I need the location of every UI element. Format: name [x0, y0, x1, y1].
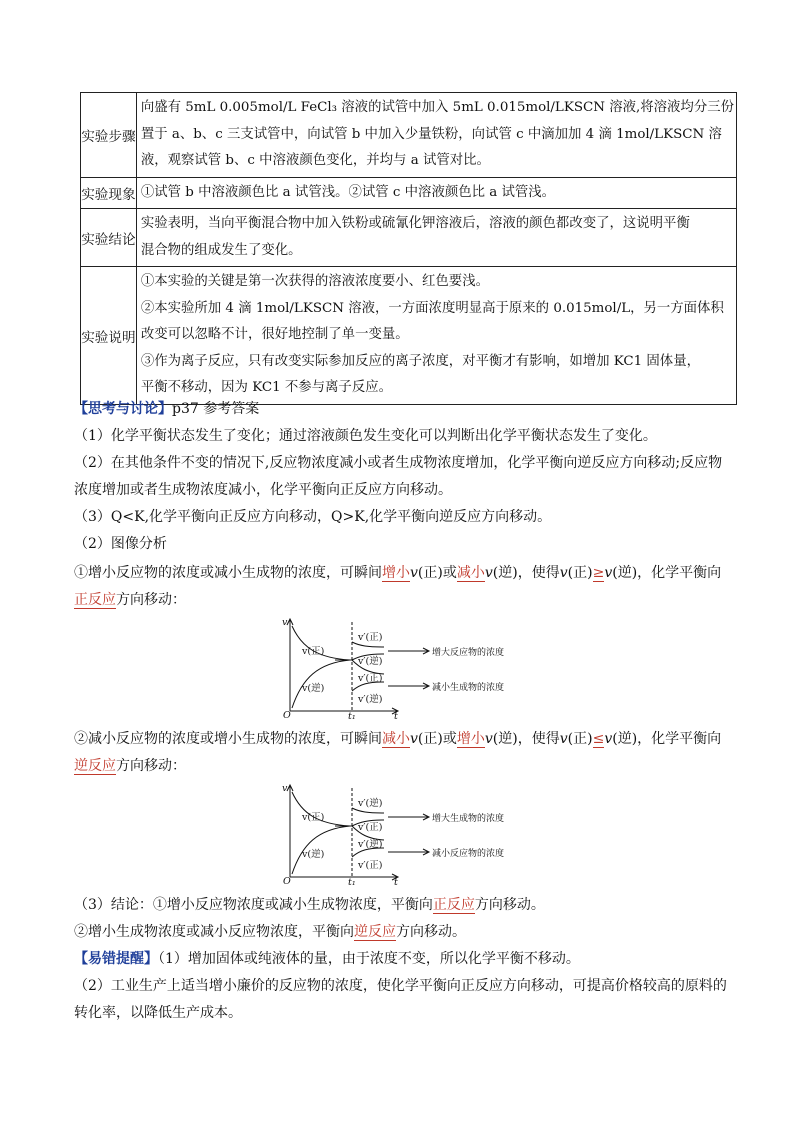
branch-label: v′(逆) [358, 798, 383, 809]
answer-blank: ≤ [592, 731, 605, 747]
conclusion-part: 方向移动。 [474, 897, 545, 913]
discussion-section [74, 396, 734, 558]
v-axis-label: v [282, 783, 288, 794]
text-line: 置于 a、b、c 三支试管中，向试管 b 中加入少量铁粉，向试管 c 中滴加加 4 滴 1mol/LKSCN 溶 [140, 126, 722, 142]
discussion-item: （2）图像分析 [74, 536, 167, 552]
row-content [136, 267, 736, 405]
case-1-part: (逆)，使得 [492, 565, 560, 581]
tips-line: 转化率，以降低生产成本。 [74, 1005, 242, 1021]
reverse-rate-label: v(逆) [302, 849, 325, 860]
case-2-line-1 [74, 726, 734, 753]
text-line: 改变可以忽略不计，很好地控制了单一变量。 [140, 327, 409, 343]
case-1-part: ①增小反应物的浓度或减小生成物的浓度，可瞬间 [74, 565, 382, 581]
case-1-part: 方向移动： [116, 592, 186, 608]
table-row [81, 93, 737, 178]
origin-label: O [283, 710, 291, 720]
branch-label: v′(逆) [358, 694, 383, 705]
answer-blank: 逆反应 [74, 758, 116, 774]
text-line: 向盛有 5mL 0.005mol/L FeCl₃ 溶液的试管中加入 5mL 0.015mol/LKSCN 溶液,将溶液均分三份 [140, 100, 734, 115]
case-2-text [74, 726, 734, 780]
v-axis-label: v [282, 617, 288, 628]
t1-label: t₁ [348, 877, 356, 886]
rate-time-graph-1 [280, 616, 520, 720]
text-line: ①试管 b 中溶液颜色比 a 试管浅。②试管 c 中溶液颜色比 a 试管浅。 [140, 184, 556, 200]
branch-label: v′(正) [358, 673, 383, 684]
v-symbol: v [559, 565, 568, 581]
t-axis-label: t [394, 877, 398, 886]
graph-note: 增大反应物的浓度 [432, 648, 505, 658]
conclusion-line [74, 919, 734, 946]
v-symbol: v [559, 731, 568, 747]
graph-note: 增大生成物的浓度 [432, 814, 505, 824]
row-content [136, 93, 736, 178]
answer-blank: 正反应 [432, 897, 475, 913]
v-symbol: v [484, 565, 493, 581]
branch-label: v′(逆) [358, 839, 383, 850]
forward-rate-label: v(正) [302, 812, 325, 823]
case-1-line-2 [74, 587, 734, 614]
t1-label: t₁ [348, 711, 356, 720]
text-line: ②本实验所加 4 滴 1mol/LKSCN 溶液，一方面浓度明显高于原来的 0.015mol/L，另一方面体积 [140, 300, 724, 316]
row-content [136, 177, 736, 209]
rate-time-graph-2 [280, 782, 520, 886]
branch-label: v′(正) [358, 632, 383, 643]
row-header: 实验现象 [81, 177, 137, 209]
origin-label: O [283, 876, 291, 886]
branch-label: v′(逆) [358, 656, 383, 667]
conclusion-line [74, 892, 734, 919]
forward-rate-label: v(正) [302, 646, 325, 657]
text-line: 实验表明，当向平衡混合物中加入铁粉或硫氰化钾溶液后，溶液的颜色都改变了，这说明平衡 [140, 216, 690, 231]
answer-blank: ≥ [592, 565, 605, 581]
conclusion-section [74, 892, 734, 946]
case-2-part: (逆)，使得 [492, 731, 560, 747]
case-2-part: (正)或 [417, 731, 457, 747]
branch-label: v′(正) [358, 860, 383, 871]
row-header: 实验说明 [81, 267, 137, 405]
tips-heading: 【易错提醒】 [74, 951, 158, 967]
v-symbol: v [410, 565, 418, 581]
answer-blank: 正反应 [74, 592, 116, 608]
answer-blank: 逆反应 [354, 924, 396, 940]
row-content [136, 209, 736, 267]
text-line: ①本实验的关键是第一次获得的溶液浓度要小、红色要浅。 [140, 274, 489, 290]
tips-line: （2）工业生产上适当增小廉价的反应物的浓度，使化学平衡向正反应方向移动，可提高价格较高的原料的 [74, 978, 727, 994]
graph-note: 减小生成物的浓度 [432, 683, 505, 693]
answer-blank: 减小 [382, 731, 410, 747]
case-2-part: (逆)，化学平衡向 [612, 731, 722, 747]
discussion-item: （2）在其他条件不变的情况下,反应物浓度减小或者生成物浓度增加，化学平衡向逆反应方向移动;反应物 [74, 455, 723, 471]
conclusion-part: （3）结论：①增小反应物浓度或减小生成物浓度，平衡向 [74, 897, 433, 913]
discussion-heading: 【思考与讨论】 [74, 401, 172, 417]
case-2-part: (正) [567, 731, 593, 747]
discussion-item: （3）Q<K,化学平衡向正反应方向移动，Q>K,化学平衡向逆反应方向移动。 [74, 509, 552, 525]
discussion-heading-tail: p37 参考答案 [172, 401, 260, 417]
v-symbol: v [604, 731, 613, 747]
t-axis-label: t [394, 711, 398, 720]
row-header: 实验结论 [81, 209, 137, 267]
text-line: 液，观察试管 b、c 中溶液颜色变化，并均与 a 试管对比。 [140, 153, 490, 168]
graph-note: 减小反应物的浓度 [432, 849, 505, 859]
discussion-heading-line [74, 396, 734, 423]
conclusion-part: 方向移动。 [396, 924, 466, 940]
discussion-item: （1）化学平衡状态发生了变化；通过溶液颜色发生变化可以判断出化学平衡状态发生了变化。 [74, 428, 657, 444]
reverse-rate-label: v(逆) [302, 683, 325, 694]
text-line: 平衡不移动，因为 KC1 不参与离子反应。 [140, 380, 392, 396]
branch-label: v′(正) [358, 822, 383, 833]
table-row [81, 177, 737, 209]
answer-blank: 增小 [456, 731, 485, 747]
case-2-line-2 [74, 753, 734, 780]
case-2-part: 方向移动： [116, 758, 186, 774]
tips-section [74, 946, 734, 1027]
answer-blank: 减小 [456, 565, 485, 581]
discussion-item: 浓度增加或者生成物浓度减小，化学平衡向正反应方向移动。 [74, 482, 452, 498]
tips-text: （1）增加固体或纯液体的量，由于浓度不变，所以化学平衡不移动。 [158, 951, 580, 967]
text-line: 混合物的组成发生了变化。 [140, 242, 302, 258]
case-1-text [74, 560, 734, 614]
answer-blank: 增小 [382, 565, 410, 581]
table-row [81, 209, 737, 267]
v-symbol: v [484, 731, 493, 747]
case-1-line-1 [74, 560, 734, 587]
text-line: ③作为离子反应，只有改变实际参加反应的离子浓度，对平衡才有影响，如增加 KC1 固体量， [140, 353, 700, 369]
case-1-part: (正) [567, 565, 593, 581]
v-symbol: v [410, 731, 418, 747]
case-2-part: ②减小反应物的浓度或增小生成物的浓度，可瞬间 [74, 731, 382, 747]
case-1-part: (正)或 [417, 565, 457, 581]
experiment-table [80, 92, 737, 405]
tips-line [74, 946, 734, 973]
v-symbol: v [604, 565, 613, 581]
case-1-part: (逆)，化学平衡向 [612, 565, 722, 581]
table-row [81, 267, 737, 405]
row-header: 实验步骤 [81, 93, 137, 178]
conclusion-part: ②增小生成物浓度或减小反应物浓度，平衡向 [74, 924, 354, 940]
